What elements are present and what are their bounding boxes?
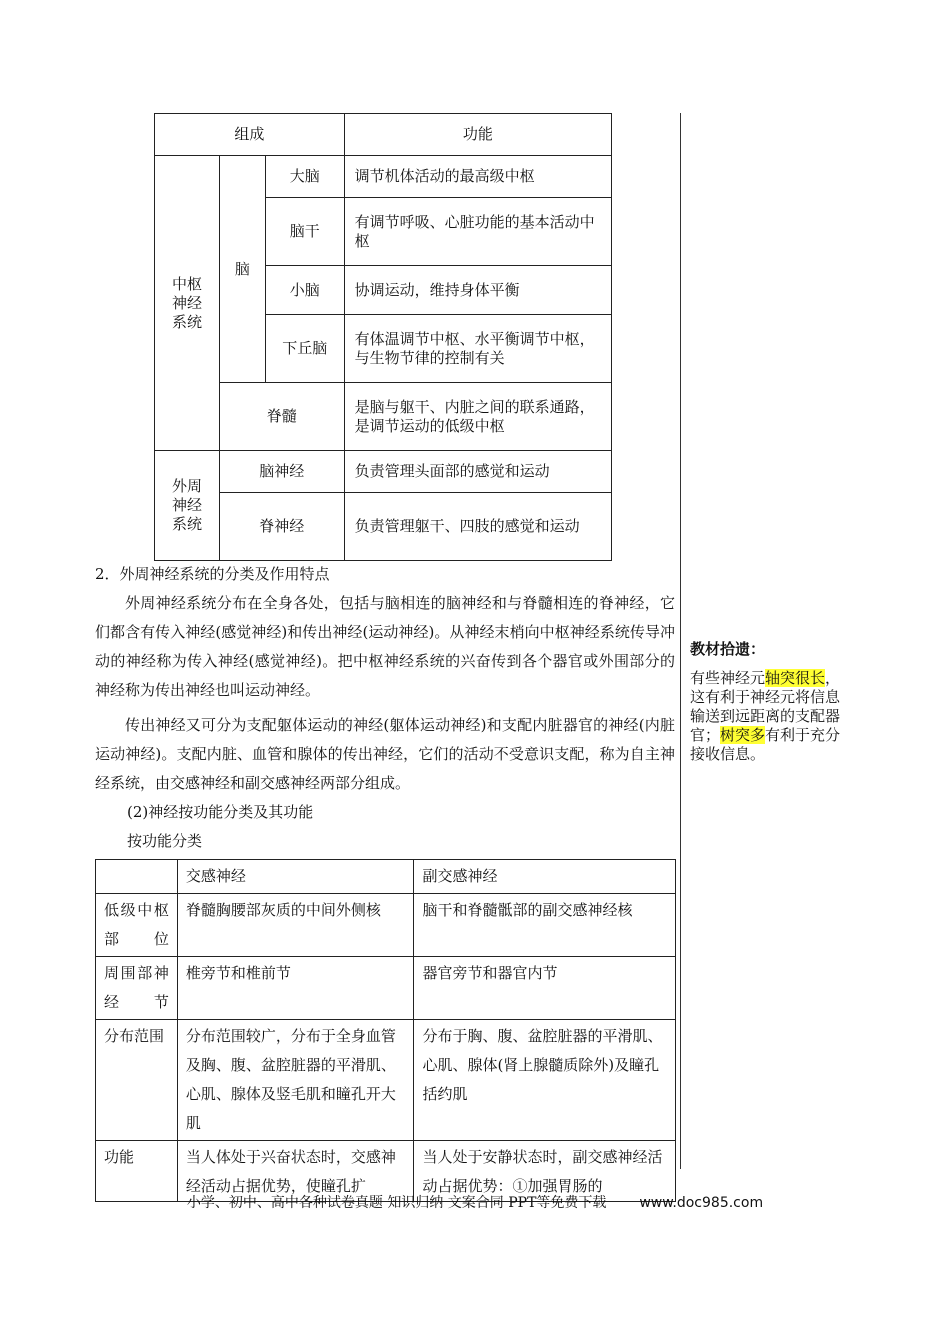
row-label: 分布范围	[96, 1020, 178, 1141]
brain-part-name: 脑干	[265, 198, 344, 266]
autonomic-nerve-table	[95, 859, 676, 1202]
page-footer	[0, 1192, 950, 1212]
table2-header-sympathetic: 交感神经	[177, 860, 414, 894]
brain-part-function: 调节机体活动的最高级中枢	[344, 156, 611, 198]
paragraph-2: 传出神经又可分为支配躯体运动的神经(躯体运动神经)和支配内脏器官的神经(内脏运动神经)。支配内脏、血管和腺体的传出神经，它们的活动不受意识支配，称为自主神经系统，由交感神经和副交感神经两部分组成。	[95, 716, 675, 792]
brain-part-function: 有调节呼吸、心脏功能的基本活动中枢	[344, 198, 611, 266]
brain-part-name: 下丘脑	[265, 315, 344, 383]
nervous-system-table	[154, 113, 612, 561]
table2-header-blank	[96, 860, 178, 894]
parasympathetic-cell: 分布于胸、腹、盆腔脏器的平滑肌、心肌、腺体(肾上腺髓质除外)及瞳孔括约肌	[414, 1020, 676, 1141]
table-caption: 按功能分类	[127, 832, 203, 850]
parasympathetic-cell: 当人处于安静状态时，副交感神经活动占据优势：①加强胃肠的	[414, 1141, 676, 1202]
row-label: 低级中枢部位	[96, 894, 178, 957]
sympathetic-cell: 脊髓胸腰部灰质的中间外侧核	[177, 894, 414, 957]
brain-label: 脑	[219, 156, 265, 383]
pns-label: 外周神经系统	[155, 451, 220, 561]
table2-header-parasympathetic: 副交感神经	[414, 860, 676, 894]
row-label: 周围部神经节	[96, 957, 178, 1020]
pns-part-name: 脑神经	[219, 451, 344, 493]
brain-part-name: 大脑	[265, 156, 344, 198]
sidebar-highlight: 树突多	[720, 726, 766, 744]
brain-part-function: 有体温调节中枢、水平衡调节中枢，与生物节律的控制有关	[344, 315, 611, 383]
section-heading: 2．外周神经系统的分类及作用特点	[95, 565, 330, 583]
cns-label: 中枢神经系统	[155, 156, 220, 451]
spinal-cord-function: 是脑与躯干、内脏之间的联系通路，是调节运动的低级中枢	[344, 383, 611, 451]
sub-heading: (2)神经按功能分类及其功能	[127, 803, 314, 821]
parasympathetic-cell: 器官旁节和器官内节	[414, 957, 676, 1020]
footer-url[interactable]: www.doc985.com	[639, 1195, 764, 1211]
margin-divider	[680, 113, 681, 1169]
pns-part-function: 负责管理头面部的感觉和运动	[344, 451, 611, 493]
footer-text: 小学、初中、高中各种试卷真题 知识归纳 文案合同 PPT等免费下载	[186, 1195, 607, 1211]
sidebar-text: 有利于充分接收信息。	[690, 726, 841, 763]
pns-part-name: 脊神经	[219, 493, 344, 561]
sympathetic-cell: 当人体处于兴奋状态时，交感神经活动占据优势，使瞳孔扩	[177, 1141, 414, 1202]
brain-part-function: 协调运动，维持身体平衡	[344, 266, 611, 315]
sidebar-title: 教材拾遗：	[690, 640, 766, 658]
header-composition: 组成	[155, 114, 345, 156]
pns-part-function: 负责管理躯干、四肢的感觉和运动	[344, 493, 611, 561]
sympathetic-cell: 椎旁节和椎前节	[177, 957, 414, 1020]
header-function: 功能	[344, 114, 611, 156]
row-label: 功能	[96, 1141, 178, 1202]
sidebar-text: ，这有利于神经元将信息输送到远距离的支配器官；	[690, 669, 841, 744]
paragraph-1: 外周神经系统分布在全身各处，包括与脑相连的脑神经和与脊髓相连的脊神经，它们都含有传入神经(感觉神经)和传出神经(运动神经)。从神经末梢向中枢神经系统传导冲动的神经称为传入神经(感觉神经)。把中枢神经系统的兴奋传到各个器官或外围部分的神经称为传出神经也叫运动神经。	[95, 594, 675, 699]
sidebar-text: 有些神经元	[690, 669, 766, 687]
parasympathetic-cell: 脑干和脊髓骶部的副交感神经核	[414, 894, 676, 957]
sympathetic-cell: 分布范围较广，分布于全身血管及胸、腹、盆腔脏器的平滑肌、心肌、腺体及竖毛肌和瞳孔开大肌	[177, 1020, 414, 1141]
sidebar-note	[690, 669, 842, 764]
brain-part-name: 小脑	[265, 266, 344, 315]
spinal-cord-name: 脊髓	[219, 383, 344, 451]
sidebar-highlight: 轴突很长	[765, 669, 826, 687]
